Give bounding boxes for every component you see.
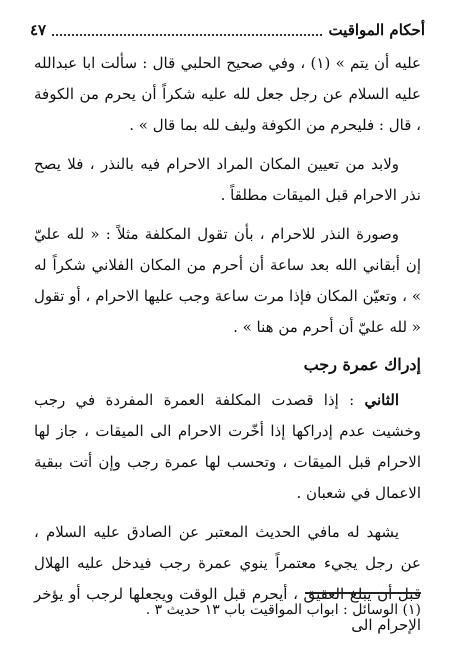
paragraph-5: يشهد له مافي الحديث المعتبر عن الصادق عليه السلام ، عن رجل يجيء معتمراً ينوي عمرة رجب فيدخل عليه الهلال قبل أن يبلغ العقيق ، أيحرم قبل الوقت ويجعلها لرجب أو يؤخر الإحرام الى [34,523,421,634]
section-heading: إدراك عمرة رجب [303,355,421,374]
footnote-separator [305,592,421,594]
paragraph-4 [34,385,421,509]
page-number: ٤٧ [30,21,47,39]
paragraph-1: عليه أن يتم » (١) ، وفي صحيح الحلبي قال : سألت ابا عبدالله عليه السلام عن رجل جعل لله عليه شكراً أن يحرم من الكوفة ، قال : فليحرم من الكوفة وليف لله بما قال » . [34,54,421,134]
running-header [30,18,425,42]
header-dot-leader [52,24,322,36]
footnote: (١) الوسائل : ابواب المواقيت باب ١٣ حديث ٣ . [145,602,421,618]
paragraph-4-text: : إذا قصدت المكلفة العمرة المفردة في رجب وخشيت عدم إدراكها إذا أخّرت الاحرام الى الميقات ، جاز لها الاحرام قبل الميقات ، وتحسب لها عمرة رجب وإن أتت ببقية الاعمال في شعبان . [34,391,421,502]
paragraph-4-lead: الثاني [364,391,399,409]
paragraph-2: ولابد من تعيين المكان المراد الاحرام فيه بالنذر ، فلا يصح نذر الاحرام قبل الميقات مطلقاً . [34,155,421,204]
header-title: أحكام المواقيت [328,21,425,39]
paragraph-3: وصورة النذر للاحرام ، بأن تقول المكلفة مثلاً : « لله عليّ إن أبقاني الله بعد ساعة أن أحرم من المكان الفلاني شكراً له » ، وتعيّن المكان فإذا مرت ساعة وجب عليها الاحرام ، أو تقول « لله عليّ أن أحرم من هنا » . [34,225,421,336]
page-body [34,48,421,649]
